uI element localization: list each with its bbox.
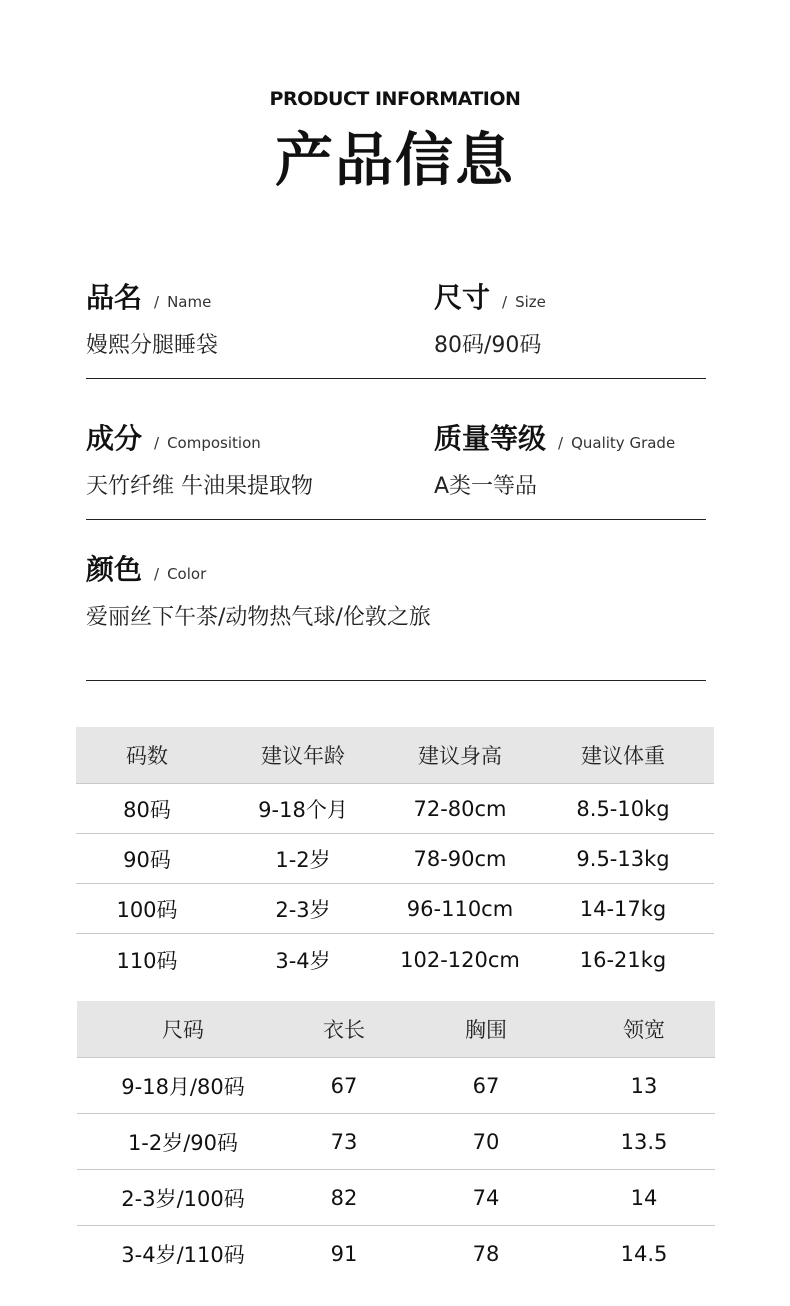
table-cell: 96-110cm bbox=[388, 884, 532, 934]
table-cell: 78 bbox=[399, 1226, 573, 1282]
field-grade-label: 质量等级 bbox=[434, 422, 547, 455]
table-cell: 1-2岁 bbox=[218, 834, 388, 884]
divider-1 bbox=[86, 378, 706, 379]
table-cell: 70 bbox=[399, 1114, 573, 1170]
divider-2 bbox=[86, 519, 706, 520]
field-composition-value: 天竹纤维 牛油果提取物 bbox=[86, 474, 313, 499]
field-color-label: 颜色 bbox=[86, 553, 143, 586]
table-row bbox=[77, 1114, 715, 1170]
field-name-value: 嫚熙分腿睡袋 bbox=[86, 333, 219, 358]
header-english-title: PRODUCT INFORMATION bbox=[269, 88, 521, 110]
field-size-value: 80码/90码 bbox=[434, 333, 542, 358]
table-row bbox=[76, 834, 714, 884]
table-row bbox=[76, 884, 714, 934]
table-cell: 72-80cm bbox=[388, 784, 532, 834]
table-cell: 9-18个月 bbox=[218, 784, 388, 834]
field-color-label-en: Color bbox=[167, 565, 207, 583]
field-name-label: 品名 bbox=[86, 281, 143, 314]
table-cell: 9.5-13kg bbox=[532, 834, 714, 884]
table-header-cell: 码数 bbox=[76, 727, 218, 784]
field-grade-label-en: Quality Grade bbox=[571, 434, 676, 452]
table-row bbox=[77, 1226, 715, 1282]
table-cell: 110码 bbox=[76, 934, 218, 987]
field-name-label-en: Name bbox=[167, 293, 212, 311]
table-cell: 14.5 bbox=[573, 1226, 715, 1282]
table-cell: 67 bbox=[289, 1058, 399, 1114]
table-cell: 2-3岁 bbox=[218, 884, 388, 934]
field-size-label-en: Size bbox=[515, 293, 546, 311]
field-size-label: 尺寸 bbox=[434, 281, 491, 314]
table-cell: 78-90cm bbox=[388, 834, 532, 884]
size-recommendation-table bbox=[76, 727, 714, 986]
measurement-table bbox=[77, 1001, 715, 1281]
table-header-cell: 建议体重 bbox=[532, 727, 714, 784]
table-header-row bbox=[77, 1001, 715, 1058]
table-header-cell: 胸围 bbox=[399, 1001, 573, 1058]
table-cell: 14 bbox=[573, 1170, 715, 1226]
table-header-cell: 建议年龄 bbox=[218, 727, 388, 784]
field-name: 品名 / Name 嫚熙分腿睡袋 bbox=[86, 276, 218, 359]
field-composition: 成分 / Composition 天竹纤维 牛油果提取物 bbox=[86, 417, 313, 500]
field-composition-label-en: Composition bbox=[167, 434, 261, 452]
table-cell: 13.5 bbox=[573, 1114, 715, 1170]
table-cell: 14-17kg bbox=[532, 884, 714, 934]
table-cell: 2-3岁/100码 bbox=[77, 1170, 289, 1226]
table-cell: 74 bbox=[399, 1170, 573, 1226]
table-cell: 91 bbox=[289, 1226, 399, 1282]
table-cell: 9-18月/80码 bbox=[77, 1058, 289, 1114]
field-grade-value: A类一等品 bbox=[434, 474, 538, 499]
table-header-cell: 衣长 bbox=[289, 1001, 399, 1058]
table-row bbox=[76, 784, 714, 834]
field-color: 颜色 / Color 爱丽丝下午茶/动物热气球/伦敦之旅 bbox=[86, 548, 431, 631]
table-row bbox=[76, 934, 714, 987]
table-cell: 82 bbox=[289, 1170, 399, 1226]
field-color-value: 爱丽丝下午茶/动物热气球/伦敦之旅 bbox=[86, 605, 431, 630]
table-cell: 73 bbox=[289, 1114, 399, 1170]
table-cell: 3-4岁/110码 bbox=[77, 1226, 289, 1282]
table-cell: 3-4岁 bbox=[218, 934, 388, 987]
divider-3 bbox=[86, 680, 706, 681]
table-cell: 13 bbox=[573, 1058, 715, 1114]
table-cell: 90码 bbox=[76, 834, 218, 884]
table-header-row bbox=[76, 727, 714, 784]
field-size: 尺寸 / Size 80码/90码 bbox=[434, 276, 546, 359]
table-row bbox=[77, 1058, 715, 1114]
table-header-cell: 尺码 bbox=[77, 1001, 289, 1058]
table-cell: 1-2岁/90码 bbox=[77, 1114, 289, 1170]
table-cell: 102-120cm bbox=[388, 934, 532, 987]
table-cell: 8.5-10kg bbox=[532, 784, 714, 834]
field-grade: 质量等级 / Quality Grade A类一等品 bbox=[434, 417, 675, 500]
table-header-cell: 建议身高 bbox=[388, 727, 532, 784]
field-composition-label: 成分 bbox=[86, 422, 143, 455]
table-cell: 16-21kg bbox=[532, 934, 714, 987]
table-row bbox=[77, 1170, 715, 1226]
header-chinese-title: 产品信息 bbox=[274, 126, 515, 194]
table-header-cell: 领宽 bbox=[573, 1001, 715, 1058]
table-cell: 80码 bbox=[76, 784, 218, 834]
table-cell: 67 bbox=[399, 1058, 573, 1114]
table-cell: 100码 bbox=[76, 884, 218, 934]
